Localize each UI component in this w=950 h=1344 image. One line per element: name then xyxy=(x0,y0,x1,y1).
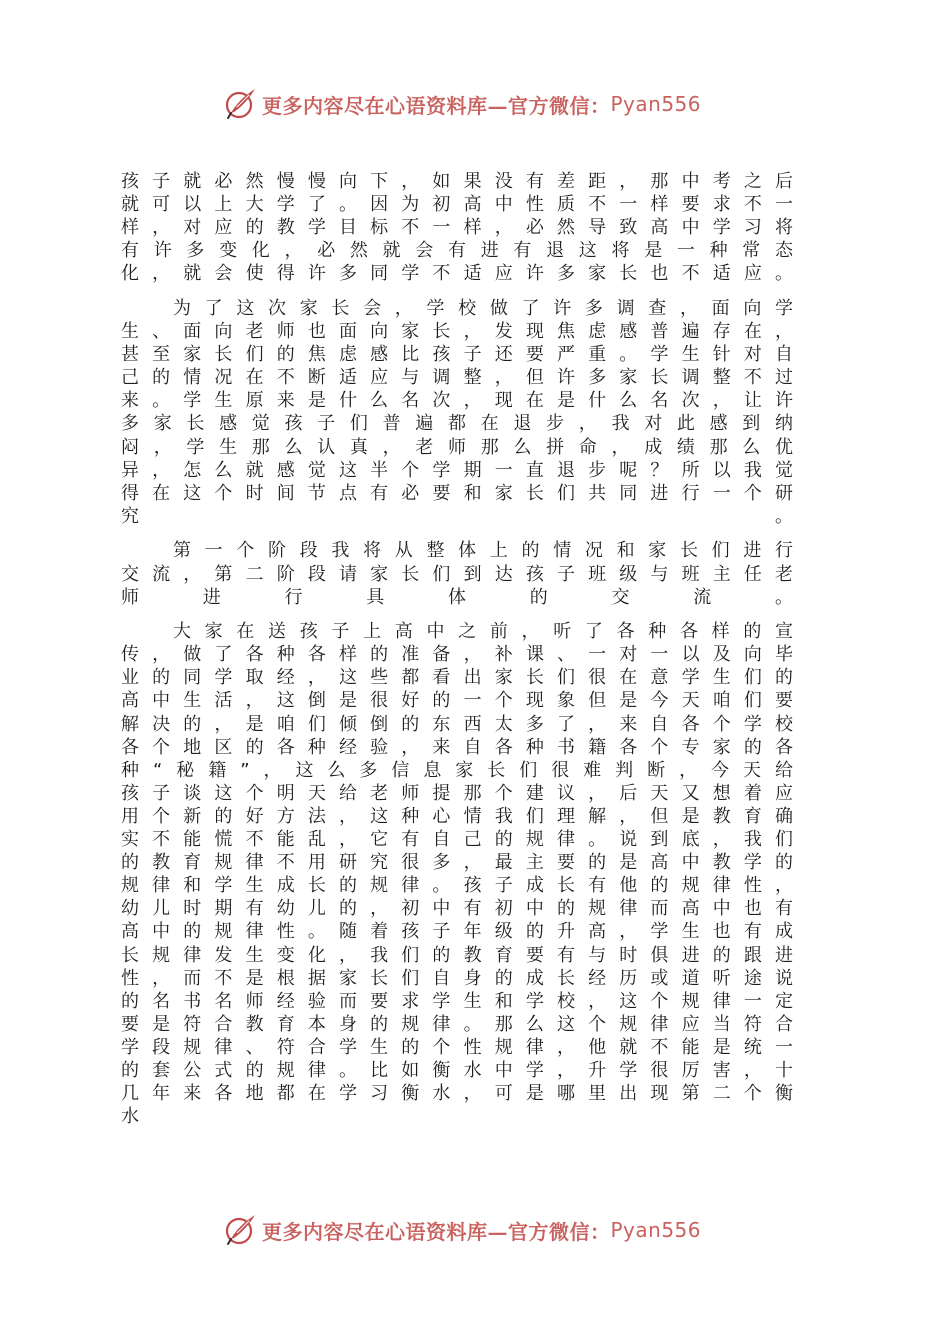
paragraph-1: 孩子就必然慢慢向下，如果没有差距，那中考之后就可以上大学了。因为初高中性质不一样要求不一样，对应的教学目标不一样，必然导致高中学习将有许多变化，必然就会有进有退这将是一种常态化，就会使得许多同学不适应许多家长也不适应。 xyxy=(121,171,806,285)
quill-pen-logo-icon xyxy=(222,86,258,122)
paragraph-4: 大家在送孩子上高中之前，听了各种各样的宣传，做了各种各样的准备，补课、一对一以及向毕业的同学取经，这些都看出家长们很在意学生们的高中生活，这倒是很好的一个现象但是今天咱们要解决的，是咱们倾倒的东西太多了，来自各个学校各个地区的各种经验，来自各种书籍各个专家的各种“秘籍”，这么多信息家长们很难判断，今天给孩子谈这个明天给老师提那个建议，后天又想着应用个新的好方法，这种心情我们理解，但是教育确实不能慌不能乱，它有自己的规律。说到底，我们的教育规律不用研究很多，最主要的是高中教学的规律和学生成长的规律。孩子成长有他的规律性，幼儿时期有幼儿的，初中有初中的规律而高中也有高中的规律性。随着孩子年级的升高，学生也有成长规律发生变化，我们的教育要有与时俱进的跟进性，而不是根据家长们自身的成长经历或道听途说的名书名师经验而要求学生和学校，这个规律一定要是符合教育本身的规律。那么这个规律应当符合学段规律、符合学生的个性规律，他就不能是统一的套公式的规律。比如衡水中学，升学很厉害，十几年来各地都在学习衡水，可是哪里出现第二个衡水 xyxy=(121,621,806,1128)
paragraph-2: 为了这次家长会，学校做了许多调查，面向学生、面向老师也面向家长，发现焦虑感普遍存在，甚至家长们的焦虑感比孩子还要严重。学生针对自己的情况在不断适应与调整，但许多家长调整不过来。学生原来是什么名次，现在是什么名次，让许多家长感觉孩子们普遍都在退步，我对此感到纳闷，学生那么认真，老师那么拼命，成绩那么优异，怎么就感觉这半个学期一直退步呢？所以我觉得在这个时间节点有必要和家长们共同进行一个研究。 xyxy=(121,297,806,527)
header-wechat-id: Pyan556 xyxy=(610,92,702,116)
document-body xyxy=(121,170,806,1140)
header-banner-text: 更多内容尽在心语资料库—官方微信： xyxy=(262,93,611,118)
footer-wechat-id: Pyan556 xyxy=(610,1218,702,1242)
footer-banner-text: 更多内容尽在心语资料库—官方微信： xyxy=(262,1219,611,1244)
footer-watermark-banner[interactable] xyxy=(222,1210,712,1250)
quill-pen-logo-icon xyxy=(222,1212,258,1248)
paragraph-3: 第一个阶段我将从整体上的情况和家长们进行交流，第二阶段请家长们到达孩子班级与班主任老师进行具体的交流。 xyxy=(121,540,806,608)
header-watermark-banner[interactable] xyxy=(222,84,712,124)
